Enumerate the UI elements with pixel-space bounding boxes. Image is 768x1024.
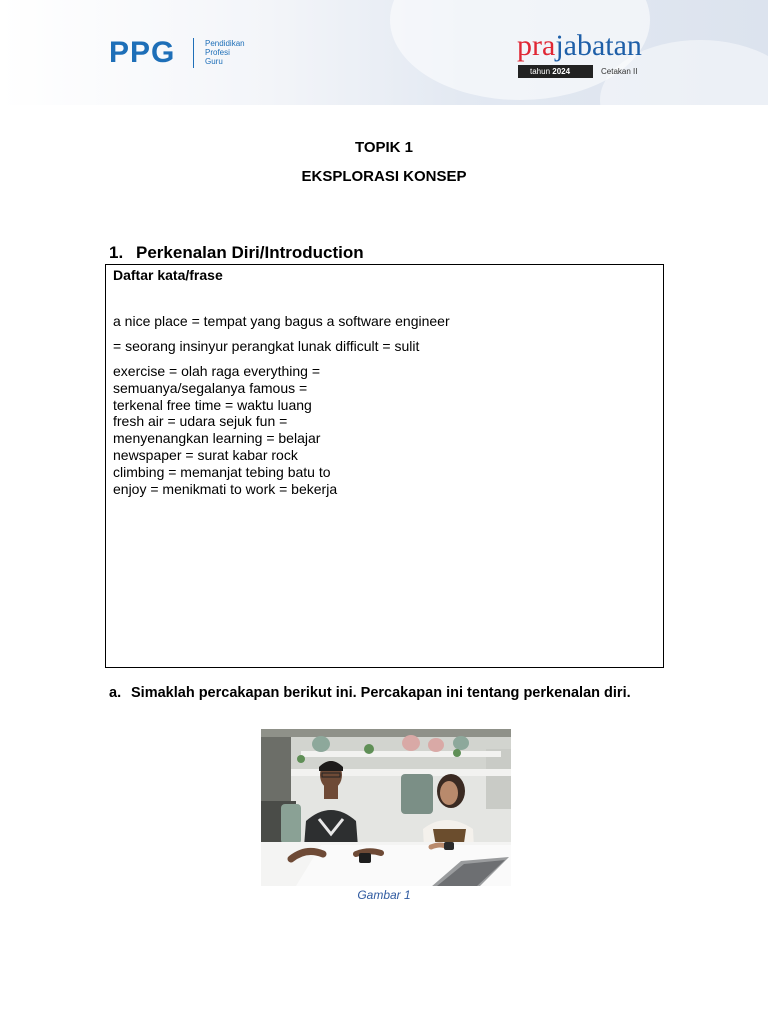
year-badge bbox=[518, 65, 593, 78]
vocabulary-line: = seorang insinyur perangkat lunak difficult = sulit bbox=[113, 338, 420, 354]
instruction-letter: a. bbox=[109, 685, 122, 701]
photo-illustration bbox=[261, 729, 511, 886]
brand-part-blue: jabatan bbox=[555, 29, 642, 62]
vocabulary-item: fresh air = udara sejuk fun = bbox=[113, 413, 288, 430]
section-number: 1. bbox=[109, 243, 124, 262]
topic-title: TOPIK 1 bbox=[354, 139, 414, 156]
ppg-subtitle-line: Profesi bbox=[205, 48, 230, 57]
brand-part-red: pra bbox=[517, 29, 556, 62]
vocabulary-box bbox=[105, 264, 664, 668]
logo-divider bbox=[193, 38, 194, 68]
vocabulary-item: enjoy = menikmati to work = bekerja bbox=[113, 480, 338, 497]
section-title: Perkenalan Diri/Introduction bbox=[136, 243, 364, 262]
instruction-item bbox=[109, 684, 659, 702]
vocabulary-item: climbing = memanjat tebing batu to bbox=[113, 463, 331, 480]
vocabulary-line: a nice place = tempat yang bagus a software engineer bbox=[113, 313, 450, 329]
vocabulary-title: Daftar kata/frase bbox=[113, 267, 223, 283]
vocabulary-item: newspaper = surat kabar rock bbox=[113, 446, 298, 463]
ppg-subtitle-line: Guru bbox=[205, 57, 223, 66]
vocabulary-list bbox=[113, 363, 337, 497]
ppg-logo-subtitle bbox=[205, 39, 245, 66]
year-value: 2024 bbox=[552, 67, 571, 76]
edition-label: Cetakan II bbox=[601, 67, 638, 76]
vocabulary-item: menyenangkan learning = belajar bbox=[113, 430, 321, 447]
section-heading bbox=[109, 243, 364, 263]
vocabulary-item: exercise = olah raga everything = bbox=[113, 363, 321, 379]
ppg-logo: PPG bbox=[109, 36, 176, 69]
conversation-photo bbox=[261, 729, 511, 886]
instruction-text: Simaklah percakapan berikut ini. Percakapan ini tentang perkenalan diri. bbox=[131, 685, 631, 701]
year-label: tahun bbox=[530, 67, 551, 76]
page-header bbox=[0, 0, 768, 105]
topic-subtitle: EKSPLORASI KONSEP bbox=[301, 168, 467, 185]
prajabatan-logo bbox=[517, 30, 642, 62]
ppg-subtitle-line: Pendidikan bbox=[205, 39, 245, 48]
vocabulary-item: terkenal free time = waktu luang bbox=[113, 396, 312, 413]
figure-caption: Gambar 1 bbox=[357, 888, 411, 902]
vocabulary-item: semuanya/segalanya famous = bbox=[113, 379, 308, 396]
